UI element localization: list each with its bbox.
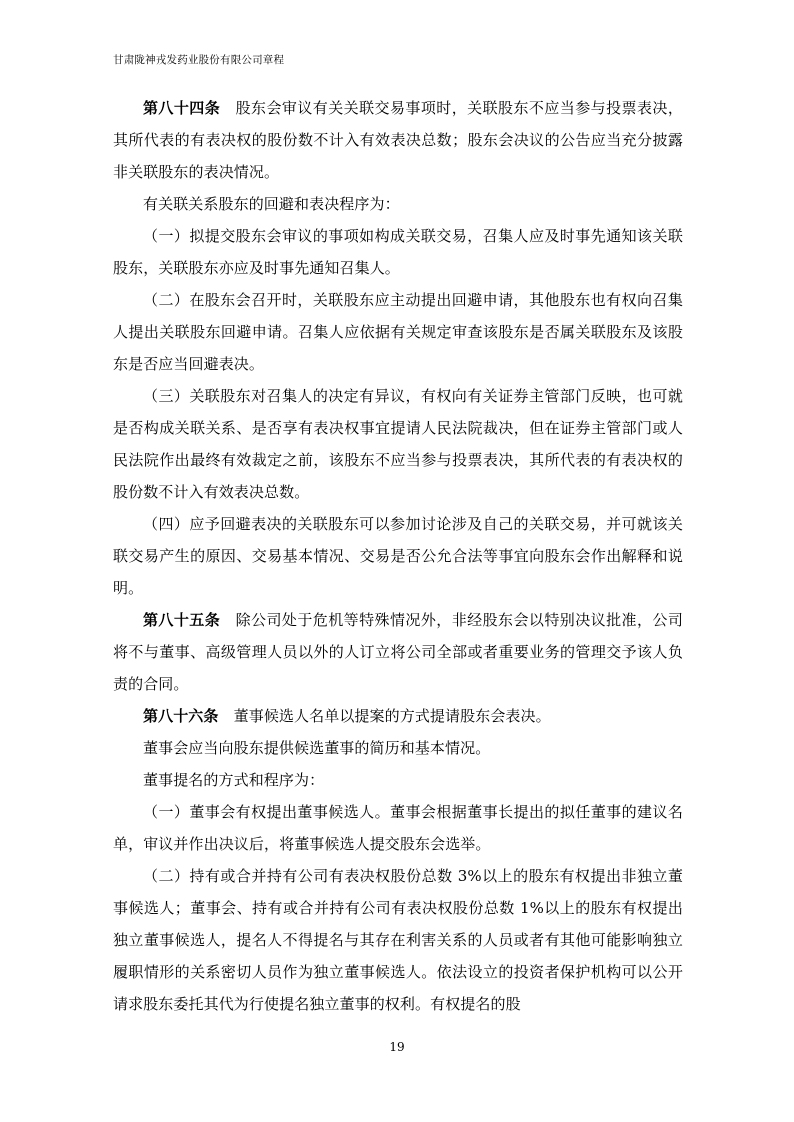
paragraph-article-84-item-1	[113, 220, 683, 284]
article-number-85: 第八十五条	[143, 611, 221, 629]
paragraph-text: （一）董事会有权提出董事候选人。董事会根据董事长提出的拟任董事的建议名单，审议并作出决议后，将董事候选人提交股东会选举。	[113, 803, 683, 853]
paragraph-text: 董事提名的方式和程序为：	[143, 771, 325, 789]
paragraph-text: （二）在股东会召开时，关联股东应主动提出回避申请，其他股东也有权向召集人提出关联股东回避申请。召集人应依据有关规定审查该股东是否属关联股东及该股东是否应当回避表决。	[113, 291, 683, 373]
paragraph-text: （四）应予回避表决的关联股东可以参加讨论涉及自己的关联交易，并可就该关联交易产生的原因、交易基本情况、交易是否公允合法等事宜向股东会作出解释和说明。	[113, 515, 683, 597]
paragraph-text: 有关联关系股东的回避和表决程序为：	[143, 195, 400, 213]
paragraph-text: 除公司处于危机等特殊情况外，非经股东会以特别决议批准，公司将不与董事、高级管理人员以外的人订立将公司全部或者重要业务的管理交予该人负责的合同。	[113, 611, 683, 693]
paragraph-text: （三）关联股东对召集人的决定有异议，有权向有关证券主管部门反映，也可就是否构成关联关系、是否享有表决权事宜提请人民法院裁决，但在证券主管部门或人民法院作出最终有效裁定之前，该股东不应当参与投票表决，其所代表的有表决权的股份数不计入有效表决总数。	[113, 387, 683, 501]
paragraph-article-86-item-2	[113, 860, 683, 1020]
page-number: 19	[389, 1040, 405, 1054]
paragraph-article-84-item-3	[113, 380, 683, 508]
paragraph-article-86	[113, 700, 683, 732]
paragraph-article-86-item-1	[113, 796, 683, 860]
paragraph-text: （二）持有或合并持有公司有表决权股份总数 3%以上的股东有权提出非独立董事候选人；董事会、持有或合并持有公司有表决权股份总数 1%以上的股东有权提出独立董事候选人，提名人不得提名与其存在利害关系的人员或者有其他可能影响独立履职情形的关系密切人员作为独立董事候选人。依法设立的投资者保护机构可以公开请求股东委托其代为行使提名独立董事的权利。有权提名的股	[113, 867, 683, 1013]
paragraph-article-84-item-4	[113, 508, 683, 604]
paragraph-article-84-intro	[113, 188, 683, 220]
paragraph-article-86-p2	[113, 764, 683, 796]
page-header: 甘肃陇神戎发药业股份有限公司章程	[113, 54, 285, 66]
article-number-84: 第八十四条	[143, 99, 221, 117]
document-body	[113, 92, 683, 1020]
paragraph-text: 董事会应当向股东提供候选董事的简历和基本情况。	[143, 739, 491, 757]
paragraph-text: 董事候选人名单以提案的方式提请股东会表决。	[218, 707, 551, 725]
paragraph-article-84	[113, 92, 683, 188]
paragraph-text: （一）拟提交股东会审议的事项如构成关联交易，召集人应及时事先通知该关联股东，关联股东亦应及时事先通知召集人。	[113, 227, 683, 277]
paragraph-text: 股东会审议有关关联交易事项时，关联股东不应当参与投票表决，其所代表的有表决权的股份数不计入有效表决总数；股东会决议的公告应当充分披露非关联股东的表决情况。	[113, 99, 683, 181]
article-number-86: 第八十六条	[143, 707, 219, 725]
paragraph-article-86-p1	[113, 732, 683, 764]
paragraph-article-85	[113, 604, 683, 700]
paragraph-article-84-item-2	[113, 284, 683, 380]
